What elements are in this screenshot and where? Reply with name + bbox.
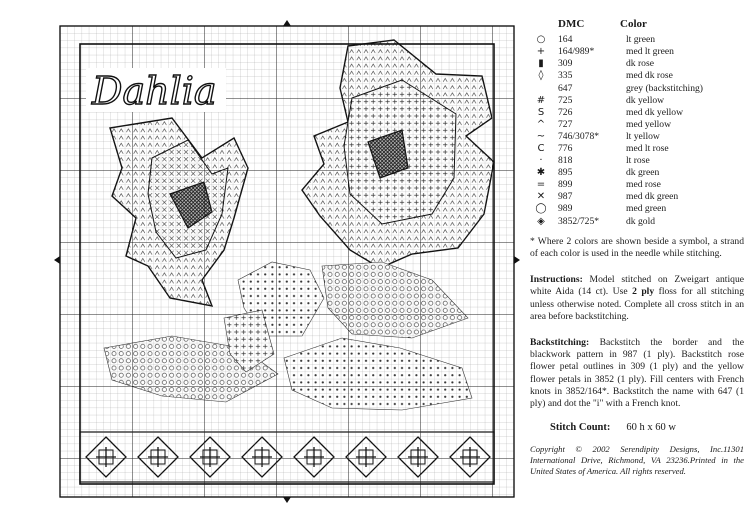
center-marker-left bbox=[54, 256, 60, 264]
legend-row bbox=[530, 119, 744, 131]
chart-name-label: Dahlia bbox=[92, 69, 217, 113]
legend-row bbox=[530, 216, 744, 228]
legend-header-dmc: DMC bbox=[558, 18, 585, 30]
center-marker-top bbox=[283, 20, 291, 26]
legend-row bbox=[530, 179, 744, 191]
legend-row bbox=[530, 204, 744, 216]
legend-row bbox=[530, 83, 744, 95]
legend-row bbox=[530, 95, 744, 107]
center-marker-right bbox=[514, 256, 520, 264]
legend-row bbox=[530, 167, 744, 179]
instructions-text-1: Model stitched on Zweigart antique white Aida (14 ct). Use bbox=[530, 274, 744, 298]
footnote: * Where 2 colors are shown beside a symbol, a strand of each color is used in the needle while stitching. bbox=[530, 235, 744, 259]
legend-dmc-number: 899 bbox=[558, 179, 573, 191]
cross-stitch-chart bbox=[52, 18, 522, 505]
legend-dmc-number: 776 bbox=[558, 143, 573, 154]
legend-symbol: ◯ bbox=[535, 203, 547, 215]
legend-dmc-number: 727 bbox=[558, 118, 573, 130]
legend-symbol: ~ bbox=[536, 130, 546, 142]
legend-symbol: ◈ bbox=[537, 215, 545, 227]
legend-symbol: # bbox=[536, 94, 546, 106]
legend-symbol: ^ bbox=[536, 118, 546, 130]
legend-dmc-number: 309 bbox=[558, 58, 573, 70]
legend-dmc-number: 989 bbox=[558, 203, 573, 215]
legend-color-name: med yellow bbox=[626, 118, 672, 130]
legend-color-name: grey (backstitching) bbox=[626, 82, 703, 94]
key-and-instructions bbox=[530, 18, 744, 523]
legend-header-color: Color bbox=[620, 18, 647, 30]
legend-row bbox=[530, 34, 744, 46]
backstitching-paragraph bbox=[530, 337, 744, 410]
legend-color-name: dk green bbox=[626, 167, 660, 179]
legend-symbol: ○ bbox=[536, 34, 546, 46]
copyright-notice: Copyright © 2002 Serendipity Designs, Inc.11301 International Drive, Richmond, VA 23236.Printed in the United States of America. All rights reserved. bbox=[530, 444, 744, 476]
legend-color-name: med dk green bbox=[626, 191, 679, 203]
legend-color-name: med dk rose bbox=[626, 70, 673, 82]
instructions-emphasis: 2 ply bbox=[632, 286, 655, 298]
legend-dmc-number: 335 bbox=[558, 70, 573, 82]
center-marker-bottom bbox=[283, 497, 291, 503]
legend-dmc-number: 164 bbox=[558, 34, 573, 46]
backstitching-label: Backstitching: bbox=[530, 336, 590, 348]
backstitching-text: Backstitch the border and the blackwork pattern in 987 (1 ply). Backstitch rose flower petal outlines in 309 (1 ply) and the yellow flower petals in 3852 (1 ply). Fill centers with French knots in 3852/164*. Backstitch the name with 647 (1 ply) and dot the "i" with a French knot. bbox=[530, 336, 744, 409]
stitch-count-value: 60 h x 60 w bbox=[626, 422, 676, 434]
legend-dmc-number: 746/3078* bbox=[558, 130, 600, 142]
legend-color-name: med rose bbox=[626, 179, 661, 191]
instructions-text-2: floss for all stitching unless otherwise noted. Complete all cross stitch in an area before backstitching. bbox=[530, 286, 744, 322]
legend-row bbox=[530, 46, 744, 58]
legend-dmc-number: 987 bbox=[558, 191, 573, 203]
legend-color-name: dk yellow bbox=[626, 94, 665, 106]
instructions-label: Instructions: bbox=[530, 274, 583, 286]
legend-color-name: med lt green bbox=[626, 46, 674, 58]
legend-color-name: med lt rose bbox=[626, 143, 669, 154]
legend-row bbox=[530, 58, 744, 70]
legend-dmc-number: 647 bbox=[558, 82, 573, 94]
legend-color-name: med dk yellow bbox=[626, 106, 684, 118]
legend-row bbox=[530, 131, 744, 143]
legend-color-name: dk gold bbox=[626, 215, 656, 227]
legend-symbol: ✱ bbox=[536, 167, 546, 179]
legend-row bbox=[530, 191, 744, 203]
legend-color-name: lt rose bbox=[626, 155, 650, 167]
stitch-count bbox=[530, 422, 744, 434]
legend-dmc-number: 726 bbox=[558, 106, 573, 118]
legend-dmc-number: 725 bbox=[558, 94, 573, 106]
legend-color-name: lt yellow bbox=[626, 130, 660, 142]
legend-symbol: S bbox=[537, 106, 545, 118]
legend-symbol: C bbox=[537, 143, 545, 154]
legend-color-name: med green bbox=[626, 203, 667, 215]
legend-symbol: ◊ bbox=[538, 70, 544, 82]
legend-header bbox=[558, 18, 744, 30]
legend-table bbox=[530, 34, 744, 228]
legend-row bbox=[530, 107, 744, 119]
stitch-count-label: Stitch Count: bbox=[550, 422, 611, 434]
legend-row bbox=[530, 155, 744, 167]
legend-symbol: ▮ bbox=[538, 58, 544, 70]
legend-color-name: dk rose bbox=[626, 58, 654, 70]
legend-symbol: + bbox=[536, 46, 546, 58]
legend-row bbox=[530, 143, 744, 155]
legend-symbol: = bbox=[536, 179, 546, 191]
legend-symbol: · bbox=[539, 155, 543, 167]
legend-dmc-number: 3852/725* bbox=[558, 215, 600, 227]
chart-grid bbox=[52, 18, 522, 505]
legend-color-name: lt green bbox=[626, 34, 656, 46]
instructions-paragraph bbox=[530, 274, 744, 323]
legend-dmc-number: 818 bbox=[558, 155, 573, 167]
legend-symbol: ✕ bbox=[536, 191, 546, 203]
legend-row bbox=[530, 70, 744, 82]
legend-dmc-number: 164/989* bbox=[558, 46, 595, 58]
legend-dmc-number: 895 bbox=[558, 167, 573, 179]
